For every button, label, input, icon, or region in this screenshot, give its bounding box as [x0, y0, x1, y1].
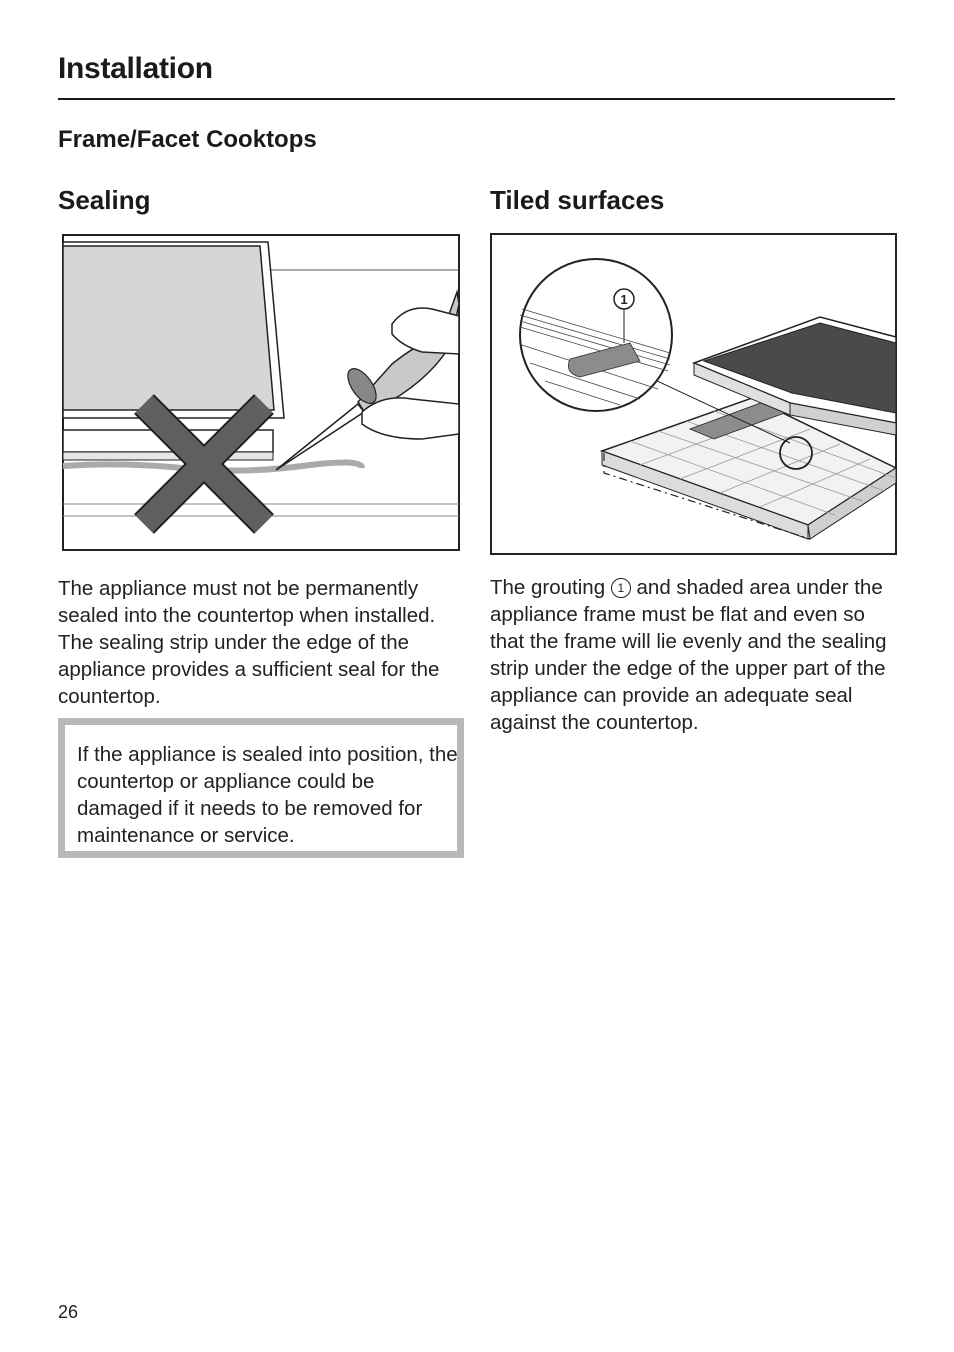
tiled-surfaces-heading: Tiled surfaces	[490, 185, 665, 215]
callout-1-label: 1	[620, 292, 628, 307]
tiled-surfaces-paragraph	[490, 574, 900, 736]
header-rule	[58, 98, 895, 100]
warning-note-text: If the appliance is sealed into position, the countertop or appliance could be damaged if it needs to be removed for maintenance or service.	[77, 743, 458, 847]
sealing-illustration	[62, 234, 460, 551]
detail-magnifier	[520, 259, 672, 411]
section-title: Installation	[58, 52, 213, 85]
tiled-paragraph-end: and shaded area under the appliance frame must be flat and even so that the frame will lie evenly and the sealing strip under the edge of the upper part of the appliance can provide an adequate seal against the countertop.	[490, 576, 887, 734]
sealing-heading: Sealing	[58, 185, 151, 215]
tiled-surfaces-illustration	[490, 233, 897, 555]
tiled-paragraph-start: The grouting	[490, 576, 606, 599]
warning-note-box	[58, 718, 464, 858]
page-number: 26	[58, 1302, 79, 1322]
sealing-paragraph: The appliance must not be permanently sealed into the countertop when installed. The sealing strip under the edge of the appliance provides a sufficient seal for the countertop.	[58, 577, 440, 708]
page-subtitle: Frame/Facet Cooktops	[58, 126, 317, 153]
callout-1-inline: 1	[611, 578, 631, 598]
